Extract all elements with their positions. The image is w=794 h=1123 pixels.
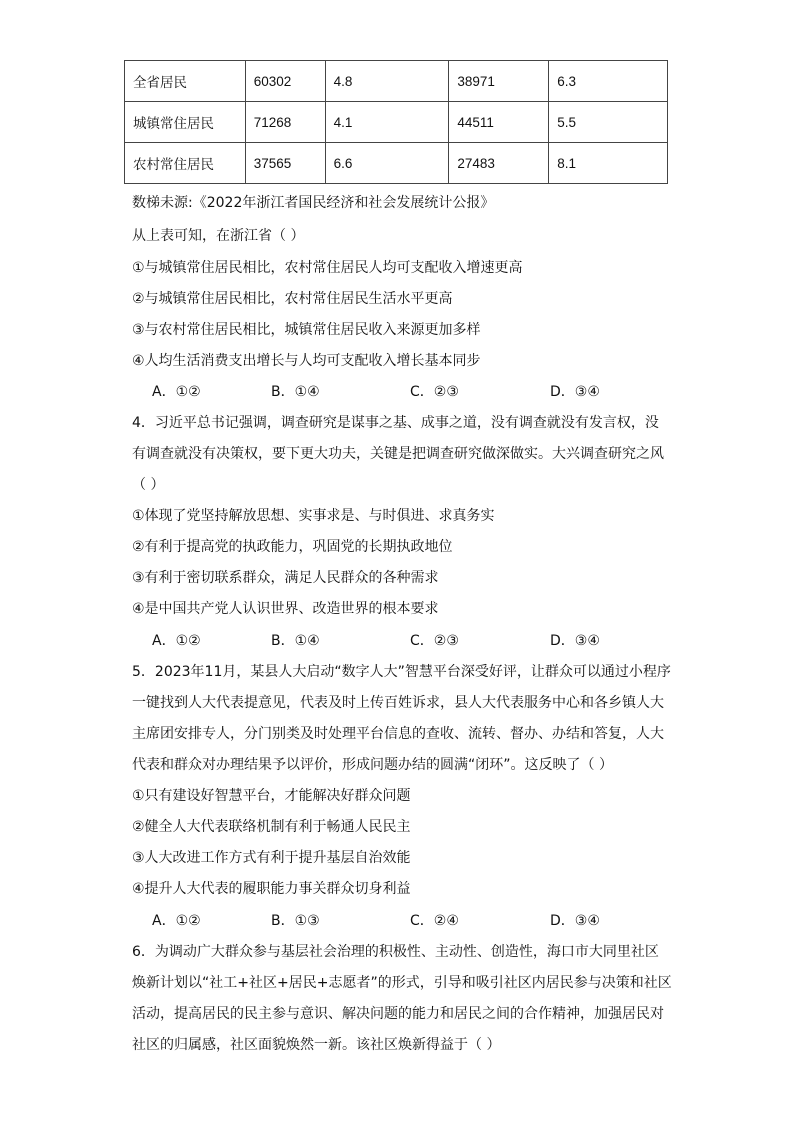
table-cell: 44511 bbox=[449, 102, 549, 143]
table-cell: 6.6 bbox=[325, 143, 449, 184]
statement-item: ④是中国共产党人认识世界、改造世界的根本要求 bbox=[132, 601, 439, 617]
question-stem: 焕新计划以“社工+社区+居民+志愿者”的形式，引导和吸引社区内居民参与决策和社区 bbox=[132, 975, 672, 991]
option-d[interactable]: D．③④ bbox=[550, 384, 600, 400]
statement-item: ②有利于提高党的执政能力，巩固党的长期执政地位 bbox=[132, 539, 453, 555]
statement-item: ①只有建设好智慧平台，才能解决好群众问题 bbox=[132, 788, 411, 804]
option-c[interactable]: C．②③ bbox=[410, 633, 459, 649]
option-a[interactable]: A．①② bbox=[152, 384, 201, 400]
table-cell: 71268 bbox=[245, 102, 325, 143]
statement-item: ①体现了党坚持解放思想、实事求是、与时俱进、求真务实 bbox=[132, 508, 495, 524]
table-cell: 37565 bbox=[245, 143, 325, 184]
statement-item: ③有利于密切联系群众，满足人民群众的各种需求 bbox=[132, 570, 439, 586]
question-stem: 4．习近平总书记强调，调查研究是谋事之基、成事之道，没有调查就没有发言权，没 bbox=[132, 415, 659, 431]
option-c[interactable]: C．②③ bbox=[410, 384, 459, 400]
table-cell: 60302 bbox=[245, 61, 325, 102]
table-row bbox=[125, 102, 668, 143]
question-stem: 一键找到人大代表提意见，代表及时上传百姓诉求，县人大代表服务中心和各乡镇人大 bbox=[132, 695, 664, 711]
table-row bbox=[125, 143, 668, 184]
statement-item: ②健全人大代表联络机制有利于畅通人民民主 bbox=[132, 819, 411, 835]
question-stem: 主席团安排专人，分门别类及时处理平台信息的查收、流转、督办、办结和答复，人大 bbox=[132, 726, 664, 742]
option-a[interactable]: A．①② bbox=[152, 913, 201, 929]
table-cell: 农村常住居民 bbox=[125, 143, 246, 184]
option-d[interactable]: D．③④ bbox=[550, 913, 600, 929]
question-stem: 有调查就没有决策权，要下更大功夫，关键是把调查研究做深做实。大兴调查研究之风 bbox=[132, 446, 664, 462]
table-cell: 全省居民 bbox=[125, 61, 246, 102]
table-cell: 38971 bbox=[449, 61, 549, 102]
table-cell: 6.3 bbox=[549, 61, 668, 102]
option-b[interactable]: B．①④ bbox=[271, 384, 320, 400]
question-stem: 活动，提高居民的民主参与意识、解决问题的能力和居民之间的合作精神，加强居民对 bbox=[132, 1006, 664, 1022]
table-cell: 27483 bbox=[449, 143, 549, 184]
question-stem: 代表和群众对办理结果予以评价，形成问题办结的圆满“闭环”。这反映了（ ） bbox=[132, 757, 613, 773]
data-source-note: 数梯未源:《2022年浙江者国民经济和社会发展统计公报》 bbox=[132, 195, 495, 211]
table-cell: 4.1 bbox=[325, 102, 449, 143]
option-c[interactable]: C．②④ bbox=[410, 913, 459, 929]
table-cell: 4.8 bbox=[325, 61, 449, 102]
statement-item: ①与城镇常住居民相比，农村常住居民人均可支配收入增速更高 bbox=[132, 260, 523, 276]
option-b[interactable]: B．①④ bbox=[271, 633, 320, 649]
question-stem: （ ） bbox=[132, 477, 165, 493]
statistics-table bbox=[124, 60, 668, 184]
question-stem: 从上表可知，在浙江省（ ） bbox=[132, 228, 305, 244]
option-a[interactable]: A．①② bbox=[152, 633, 201, 649]
table-row bbox=[125, 61, 668, 102]
table-cell: 5.5 bbox=[549, 102, 668, 143]
question-stem: 5．2023年11月，某县人大启动“数字人大”智慧平台深受好评，让群众可以通过小程序 bbox=[132, 664, 671, 680]
statement-item: ④提升人大代表的履职能力事关群众切身利益 bbox=[132, 881, 411, 897]
option-b[interactable]: B．①③ bbox=[271, 913, 320, 929]
statement-item: ④人均生活消费支出增长与人均可支配收入增长基本同步 bbox=[132, 353, 481, 369]
question-stem: 社区的归属感，社区面貌焕然一新。该社区焕新得益于（ ） bbox=[132, 1037, 501, 1053]
question-stem: 6．为调动广大群众参与基层社会治理的积极性、主动性、创造性，海口市大同里社区 bbox=[132, 944, 659, 960]
table-cell: 城镇常住居民 bbox=[125, 102, 246, 143]
statement-item: ③与农村常住居民相比，城镇常住居民收入来源更加多样 bbox=[132, 322, 481, 338]
option-d[interactable]: D．③④ bbox=[550, 633, 600, 649]
table-cell: 8.1 bbox=[549, 143, 668, 184]
statement-item: ②与城镇常住居民相比，农村常住居民生活水平更高 bbox=[132, 291, 453, 307]
statement-item: ③人大改进工作方式有利于提升基层自治效能 bbox=[132, 850, 411, 866]
